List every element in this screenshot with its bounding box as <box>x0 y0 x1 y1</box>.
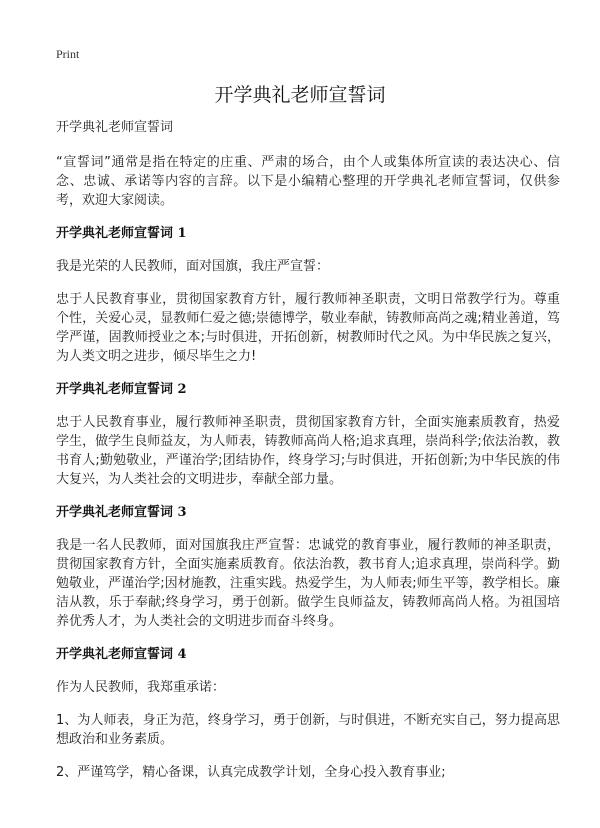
section-heading-2: 开学典礼老师宣誓词 2 <box>56 382 187 397</box>
section-4-paragraph: 2、严谨笃学，精心备课，认真完成教学计划，全身心投入教育事业; <box>56 765 446 780</box>
section-1-paragraph: 忠于人民教育事业，贯彻国家教育方针，履行教师神圣职责，文明日常教学行为。尊重个性，关爱心灵，显教师仁爱之德;崇德博学，敬业奉献，铸教师高尚之魂;精业善道，笃学严谨，固教师授业之本;与时俱进，开拓创新，树教师时代之风。为中华民族之复兴，为人类文明之进步，倾尽毕生之力! <box>56 292 560 364</box>
print-link[interactable]: Print <box>56 47 80 61</box>
section-3-paragraph: 我是一名人民教师，面对国旗我庄严宣誓：忠诚党的教育事业，履行教师的神圣职责，贯彻国家教育方针，全面实施素质教育。依法治教，教书育人;追求真理，崇尚科学。勤勉敬业，严谨治学;因材施教，注重实践。热爱学生，为人师表;师生平等，教学相长。廉洁从教，乐于奉献;终身学习，勇于创新。做学生良师益友，铸教师高尚人格。为祖国培养优秀人才，为人类社会的文明进步而奋斗终身。 <box>56 538 560 629</box>
section-heading-1: 开学典礼老师宣誓词 1 <box>56 226 187 241</box>
section-heading-4: 开学典礼老师宣誓词 4 <box>56 647 187 662</box>
section-4-paragraph: 1、为人师表，身正为范，终身学习，勇于创新，与时俱进，不断充实自己，努力提高思想政治和业务素质。 <box>56 713 560 747</box>
document-subtitle: 开学典礼老师宣誓词 <box>56 120 174 135</box>
section-2-paragraph: 忠于人民教育事业，履行教师神圣职责，贯彻国家教育方针，全面实施素质教育，热爱学生，做学生良师益友，为人师表，铸教师高尚人格;追求真理，崇尚科学;依法治教，教书育人;勤勉敬业，严谨治学;团结协作，终身学习;与时俱进，开拓创新;为中华民族的伟大复兴，为人类社会的文明进步，奉献全部力量。 <box>56 415 560 487</box>
page-title: 开学典礼老师宣誓词 <box>214 84 386 106</box>
section-1-paragraph: 我是光荣的人民教师，面对国旗，我庄严宣誓： <box>56 259 330 274</box>
section-4-paragraph: 作为人民教师，我郑重承诺： <box>56 680 226 695</box>
section-heading-3: 开学典礼老师宣誓词 3 <box>56 505 187 520</box>
intro-paragraph: “宣誓词”通常是指在特定的庄重、严肃的场合，由个人或集体所宣读的表达决心、信念、忠诚、承诺等内容的言辞。以下是小编精心整理的开学典礼老师宣誓词，仅供参考，欢迎大家阅读。 <box>56 155 560 208</box>
document-body <box>56 118 560 796</box>
